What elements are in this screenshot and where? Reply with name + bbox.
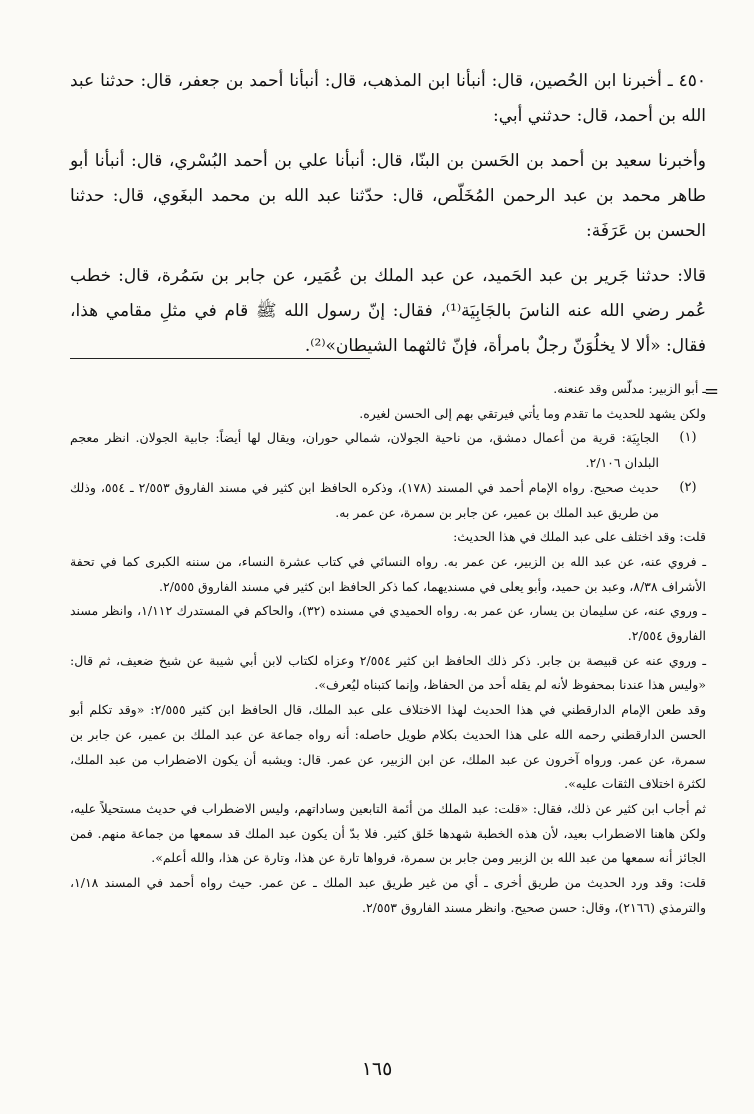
hadith-matn: قالا: حدثنا جَرير بن عبد الحَميد، عن عبد الملك بن عُمَير، عن جابر بن سَمُرة، قال: خطب عُمر رضي الله عنه الناسَ بالجَابِيَة⁽¹⁾، فقال: إنّ رسول الله ﷺ قام في مثلِ مقامي هذا، فقال: «ألا لا يخلُوَنّ رجلٌ بامرأة، فإنّ ثالثهما الشيطان»⁽²⁾. (70, 266, 706, 356)
footnote-paragraph: الجابِيَة: قرية من أعمال دمشق، من ناحية الجولان، شمالي حوران، ويقال لها أيضاً: جابية الجولان. انظر معجم البلدان ٢/١٠٦. (70, 430, 659, 471)
footnote-paragraph: حديث صحيح. رواه الإمام أحمد في المسند (١٧٨)، وذكره الحافظ ابن كثير في مسند الفاروق ٢/٥٥٣ ـ ٥٥٤، وذلك من طريق عبد الملك بن عمير، عن جابر بن سمرة، عن عمر به. (70, 479, 659, 520)
footnote-2 (70, 476, 706, 525)
footnote-paragraph: قلت: وقد اختلف على عبد الملك في هذا الحديث: (453, 529, 706, 545)
footnote-number: (٢) (679, 479, 697, 495)
continuation-line: ـ أبو الزبير: مدلّس وقد عنعنه. (553, 381, 706, 396)
hadith-chain-2: وأخبرنا سعيد بن أحمد بن الحَسن بن البنّا، قال: أنبأنا علي بن أحمد البُسْري، قال: أنبأنا أبو طاهر محمد بن عبد الرحمن المُخَلّص، قال: حدّثنا عبد الله بن محمد البغَوي، قال: حدثنا الحسن بن عَرَفَة: (70, 151, 706, 241)
footnotes (70, 377, 706, 920)
hadith-chain-1: ٤٥٠ ـ أخبرنا ابن الحُصين، قال: أنبأنا ابن المذهب، قال: أنبأنا أحمد بن جعفر، قال: حدثنا عبد الله بن أحمد، قال: حدثني أبي: (70, 71, 706, 126)
main-text (70, 64, 706, 364)
footnote-separator (70, 358, 370, 359)
footnote-number: (١) (679, 430, 697, 446)
continuation-line: ولكن يشهد للحديث ما تقدم وما يأتي فيرتقي بهم إلى الحسن لغيره. (359, 405, 706, 421)
footnote-paragraph: ثم أجاب ابن كثير عن ذلك، فقال: «قلت: عبد الملك من أئمة التابعين وساداتهم، وليس الاضطراب في حديث مستحيلاً عليه، ولكن هاهنا الاضطراب بعيد، لأن هذه الخطبة شهدها خَلق كثير. فلا بدّ أن يكون عبد الملك قد سمعها من جماعة منهم. فمن الجائز أنه سمعها من عبد الله بن الزبير ومن جابر بن سمرة، فرواها تارة عن هذا، وتارة عن هذا، والله أعلم». (70, 800, 706, 866)
footnote-1 (70, 426, 706, 475)
footnote-paragraph: ـ وروي عنه عن قبيصة بن جابر. ذكر ذلك الحافظ ابن كثير ٢/٥٥٤ وعزاه لكتاب لابن أبي شيبة عن شيخ ضعيف، ثم قال: «وليس هذا عندنا بمحفوظ لأنه لم يقله أحد من الحفاظ، وإنما كتبناه ليُعرف». (70, 652, 707, 693)
footnote-paragraph: وقد طعن الإمام الدارقطني في هذا الحديث لهذا الاختلاف على عبد الملك، قال الحافظ ابن كثير ٢/٥٥٥: «وقد تكلم أبو الحسن الدارقطني رحمه الله على هذا الحديث بكلام طويل حاصله: أنه رواه جماعة عن عبد الملك بن عمير، عن جابر بن سمرة، عن عمر. ورواه آخرون عن عبد الملك، عن ابن الزبير، عن عمر. قال: ويشبه أن يكون الاضطراب من عبد الملك، لكثرة اختلاف الثقات عليه». (70, 702, 707, 792)
page-number: ١٦٥ (361, 1058, 393, 1080)
footnote-paragraph: ـ فروي عنه، عن عبد الله بن الزبير، عن عمر به. رواه النسائي في كتاب عشرة النساء، من سننه الكبرى كما في تحفة الأشراف ٨/٣٨، وعبد بن حميد، وأبو يعلى في مسنديهما، كما ذكر الحافظ ابن كثير في مسند الفاروق ٢/٥٥٥. (70, 553, 706, 594)
continuation-mark: = (704, 381, 720, 402)
footnote-paragraph: قلت: وقد ورد الحديث من طريق أخرى ـ أي من غير طريق عبد الملك ـ عن عمر. حيث رواه أحمد في المسند ١/١٨، والترمذي (٢١٦٦)، وقال: حسن صحيح. وانظر مسند الفاروق ٢/٥٥٣. (70, 875, 706, 915)
footnote-paragraph: ـ وروي عنه، عن سليمان بن يسار، عن عمر به. رواه الحميدي في مسنده (٣٢)، والحاكم في المستدرك ١/١١٢، وانظر مسند الفاروق ٢/٥٥٤. (70, 603, 706, 644)
